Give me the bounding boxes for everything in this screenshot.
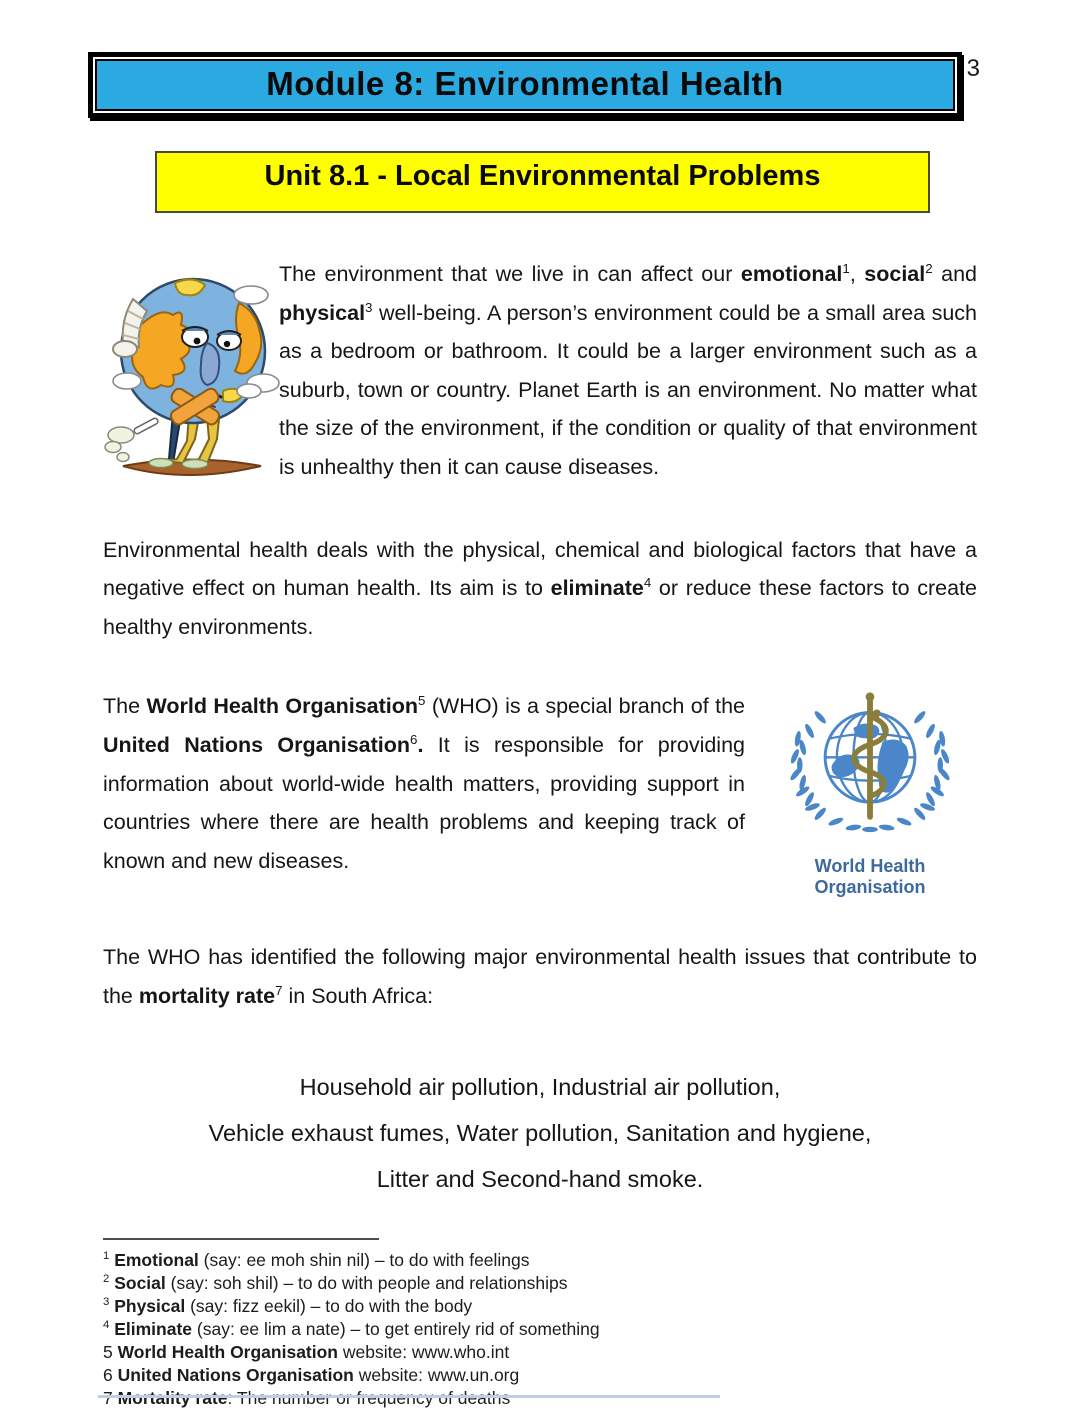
issues-line-3: Litter and Second-hand smoke. — [376, 1165, 704, 1192]
intro-paragraph: The environment that we live in can affect our emotional$^1$, social$^2$ and physical$^3$ well-being. A person’s environment could be a small area such as a bedroom or bathroom. It could be a larger environment such as a suburb, town or country. Planet Earth is an environment. No matter what the size of the environment, if the condition or quality of that environment is unhealthy then it can cause diseases. — [279, 260, 977, 479]
module-banner — [88, 52, 962, 118]
who-section — [103, 687, 977, 898]
laurel-wreath-right — [912, 710, 951, 822]
who-paragraph: The World Health Organisation$^5$ (WHO) is a special branch of the United Nations Organisation$^6$. It is responsible for providing information about world-wide health matters, providing support in countries where there are health problems and keeping track of known and new diseases. — [103, 693, 745, 873]
who-logo — [767, 689, 973, 847]
mortality-paragraph: The WHO has identified the following major environmental health issues that contribute to the mortality rate$^7$ in South Africa: — [103, 945, 977, 1008]
footnote-6: 6 United Nations Organisation website: www.un.org — [103, 1364, 520, 1385]
document-page — [0, 52, 1080, 1398]
issues-line-2: Vehicle exhaust fumes, Water pollution, Sanitation and hygiene, — [208, 1119, 872, 1146]
health-issues-list — [103, 1064, 977, 1202]
footnote-3: $^3$ Physical (say: fizz eekil) – to do with the body — [103, 1295, 473, 1316]
laurel-wreath-left — [789, 710, 828, 822]
footnote-5: 5 World Health Organisation website: www.who.int — [103, 1341, 510, 1362]
footnotes — [103, 1249, 977, 1410]
footnote-4: $^4$ Eliminate (say: ee lim a nate) – to get entirely rid of something — [103, 1318, 600, 1339]
footnote-1: $^1$ Emotional (say: ee moh shin nil) – to do with feelings — [103, 1249, 530, 1270]
sick-earth-illustration — [103, 263, 279, 483]
page-content — [103, 255, 977, 1410]
page-number: 3 — [966, 55, 980, 82]
footnote-divider — [103, 1238, 379, 1240]
who-logo-block — [763, 687, 977, 898]
unit-banner-title: Unit 8.1 - Local Environmental Problems — [155, 151, 930, 213]
who-logo-caption: World Health Organisation — [814, 856, 926, 898]
footnote-2: $^2$ Social (say: soh shil) – to do with people and relationships — [103, 1272, 568, 1293]
sick-earth-cartoon — [103, 263, 279, 483]
environmental-health-paragraph: Environmental health deals with the physical, chemical and biological factors that have a negative effect on human health. Its aim is to eliminate$^4$ or reduce these factors to create healthy environments. — [103, 537, 977, 639]
module-banner-title: Module 8: Environmental Health — [95, 59, 955, 111]
issues-line-1: Household air pollution, Industrial air pollution, — [299, 1073, 781, 1100]
footnote-7 — [103, 1387, 977, 1410]
intro-section — [103, 255, 977, 487]
next-section-edge — [98, 1395, 720, 1398]
